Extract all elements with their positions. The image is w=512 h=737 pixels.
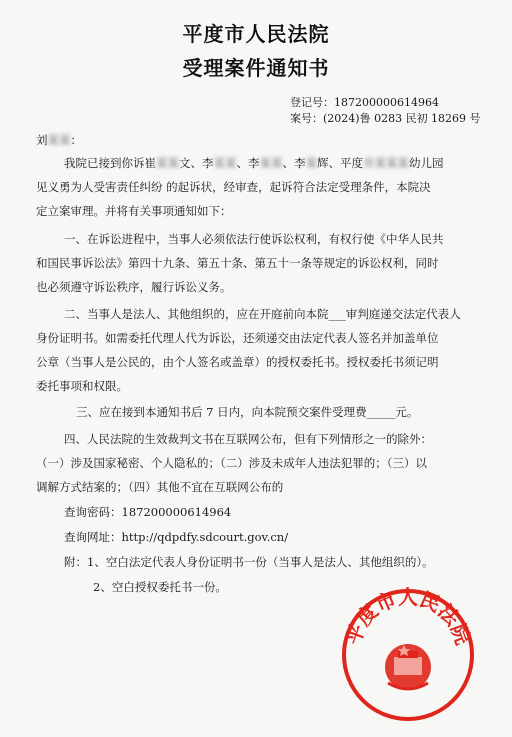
intro-text: 我院已接到你诉崔: [64, 156, 156, 170]
intro-text: 文、李: [179, 156, 214, 170]
item1-line-2: 和国民事诉讼法》第四十九条、第五十条、第五十一条等规定的诉讼权利，同时: [36, 256, 439, 270]
attachment-item-1: 1、空白法定代表人身份证明书一份（当事人是法人、其他组织的）。: [87, 555, 434, 569]
registration-number: [290, 94, 439, 110]
query-site-line: [64, 530, 288, 544]
attachments-label: 附：: [64, 555, 87, 569]
recipient-name-redacted: 某某: [47, 133, 71, 147]
item4-line-3: 调解方式结案的；（四）其他不宜在互联网公布的: [36, 480, 284, 494]
court-name: 平度市人民法院: [182, 22, 330, 46]
redacted-name: 某: [305, 156, 317, 170]
redacted-name: 市某某某: [363, 156, 409, 170]
intro-line-2: 见义勇为人受害责任纠纷 的起诉状，经审查，起诉符合法定受理条件，本院决: [36, 180, 431, 194]
item2-line-2: 身份证明书。如需委托代理人代为诉讼，还须递交由法定代表人签名并加盖单位: [36, 331, 439, 345]
item2-line-3: 公章（当事人是公民的，由个人签名或盖章）的授权委托书。授权委托书须记明: [36, 355, 439, 369]
case-number: [290, 110, 481, 126]
intro-line-3: 定立案审理。并将有关事项通知如下：: [36, 204, 232, 218]
attachment-line-2: 2、空白授权委托书一份。: [93, 580, 227, 594]
query-site-label: 查询网址：: [64, 530, 122, 544]
registration-value: 187200000614964: [334, 96, 439, 109]
query-code-value: 187200000614964: [121, 505, 232, 519]
document-title: 受理案件通知书: [182, 56, 330, 80]
redacted-name: 某某: [156, 156, 179, 170]
case-number-value: (2024)鲁 0283 民初 18269 号: [323, 112, 481, 125]
seal-text: 平度市人民法院: [340, 585, 476, 648]
item1-line-3: 也必须遵守诉讼秩序，履行诉讼义务。: [36, 280, 232, 294]
item3-line: 三、应在接到本通知书后 7 日内，向本院预交案件受理费_____元。: [76, 405, 419, 419]
recipient-name: 刘: [36, 133, 48, 147]
redacted-name: 某某: [213, 156, 237, 170]
case-number-label: 案号：: [290, 112, 323, 125]
intro-text: 辉、平度: [317, 156, 363, 170]
item4-line-1: 四、人民法院的生效裁判文书在互联网公布，但有下列情形之一的除外：: [64, 432, 432, 446]
query-code-line: [64, 505, 231, 519]
court-seal: [338, 585, 478, 725]
item2-line-4: 委托事项和权限。: [36, 379, 128, 393]
query-code-label: 查询密码：: [64, 505, 122, 519]
intro-line-1: [64, 156, 444, 170]
emblem-icon: [385, 644, 431, 690]
item2-line-1: 二、当事人是法人、其他组织的，应在开庭前向本院___审判庭递交法定代表人: [64, 307, 461, 321]
item4-line-2: （一）涉及国家秘密、个人隐私的；（二）涉及未成年人违法犯罪的；（三）以: [36, 456, 427, 470]
intro-text: 、李: [236, 156, 260, 170]
attachment-line-1: [64, 555, 434, 569]
redacted-name: 某某: [259, 156, 283, 170]
recipient-suffix: ：: [70, 133, 82, 147]
intro-text: 幼儿园: [409, 156, 444, 170]
registration-label: 登记号：: [290, 96, 334, 109]
query-site-value: http://qdpdfy.sdcourt.gov.cn/: [121, 530, 289, 544]
item1-line-1: 一、在诉讼进程中，当事人必须依法行使诉讼权利，有权行使《中华人民共: [64, 232, 444, 246]
recipient-line: [36, 133, 82, 147]
intro-text: 、李: [282, 156, 306, 170]
